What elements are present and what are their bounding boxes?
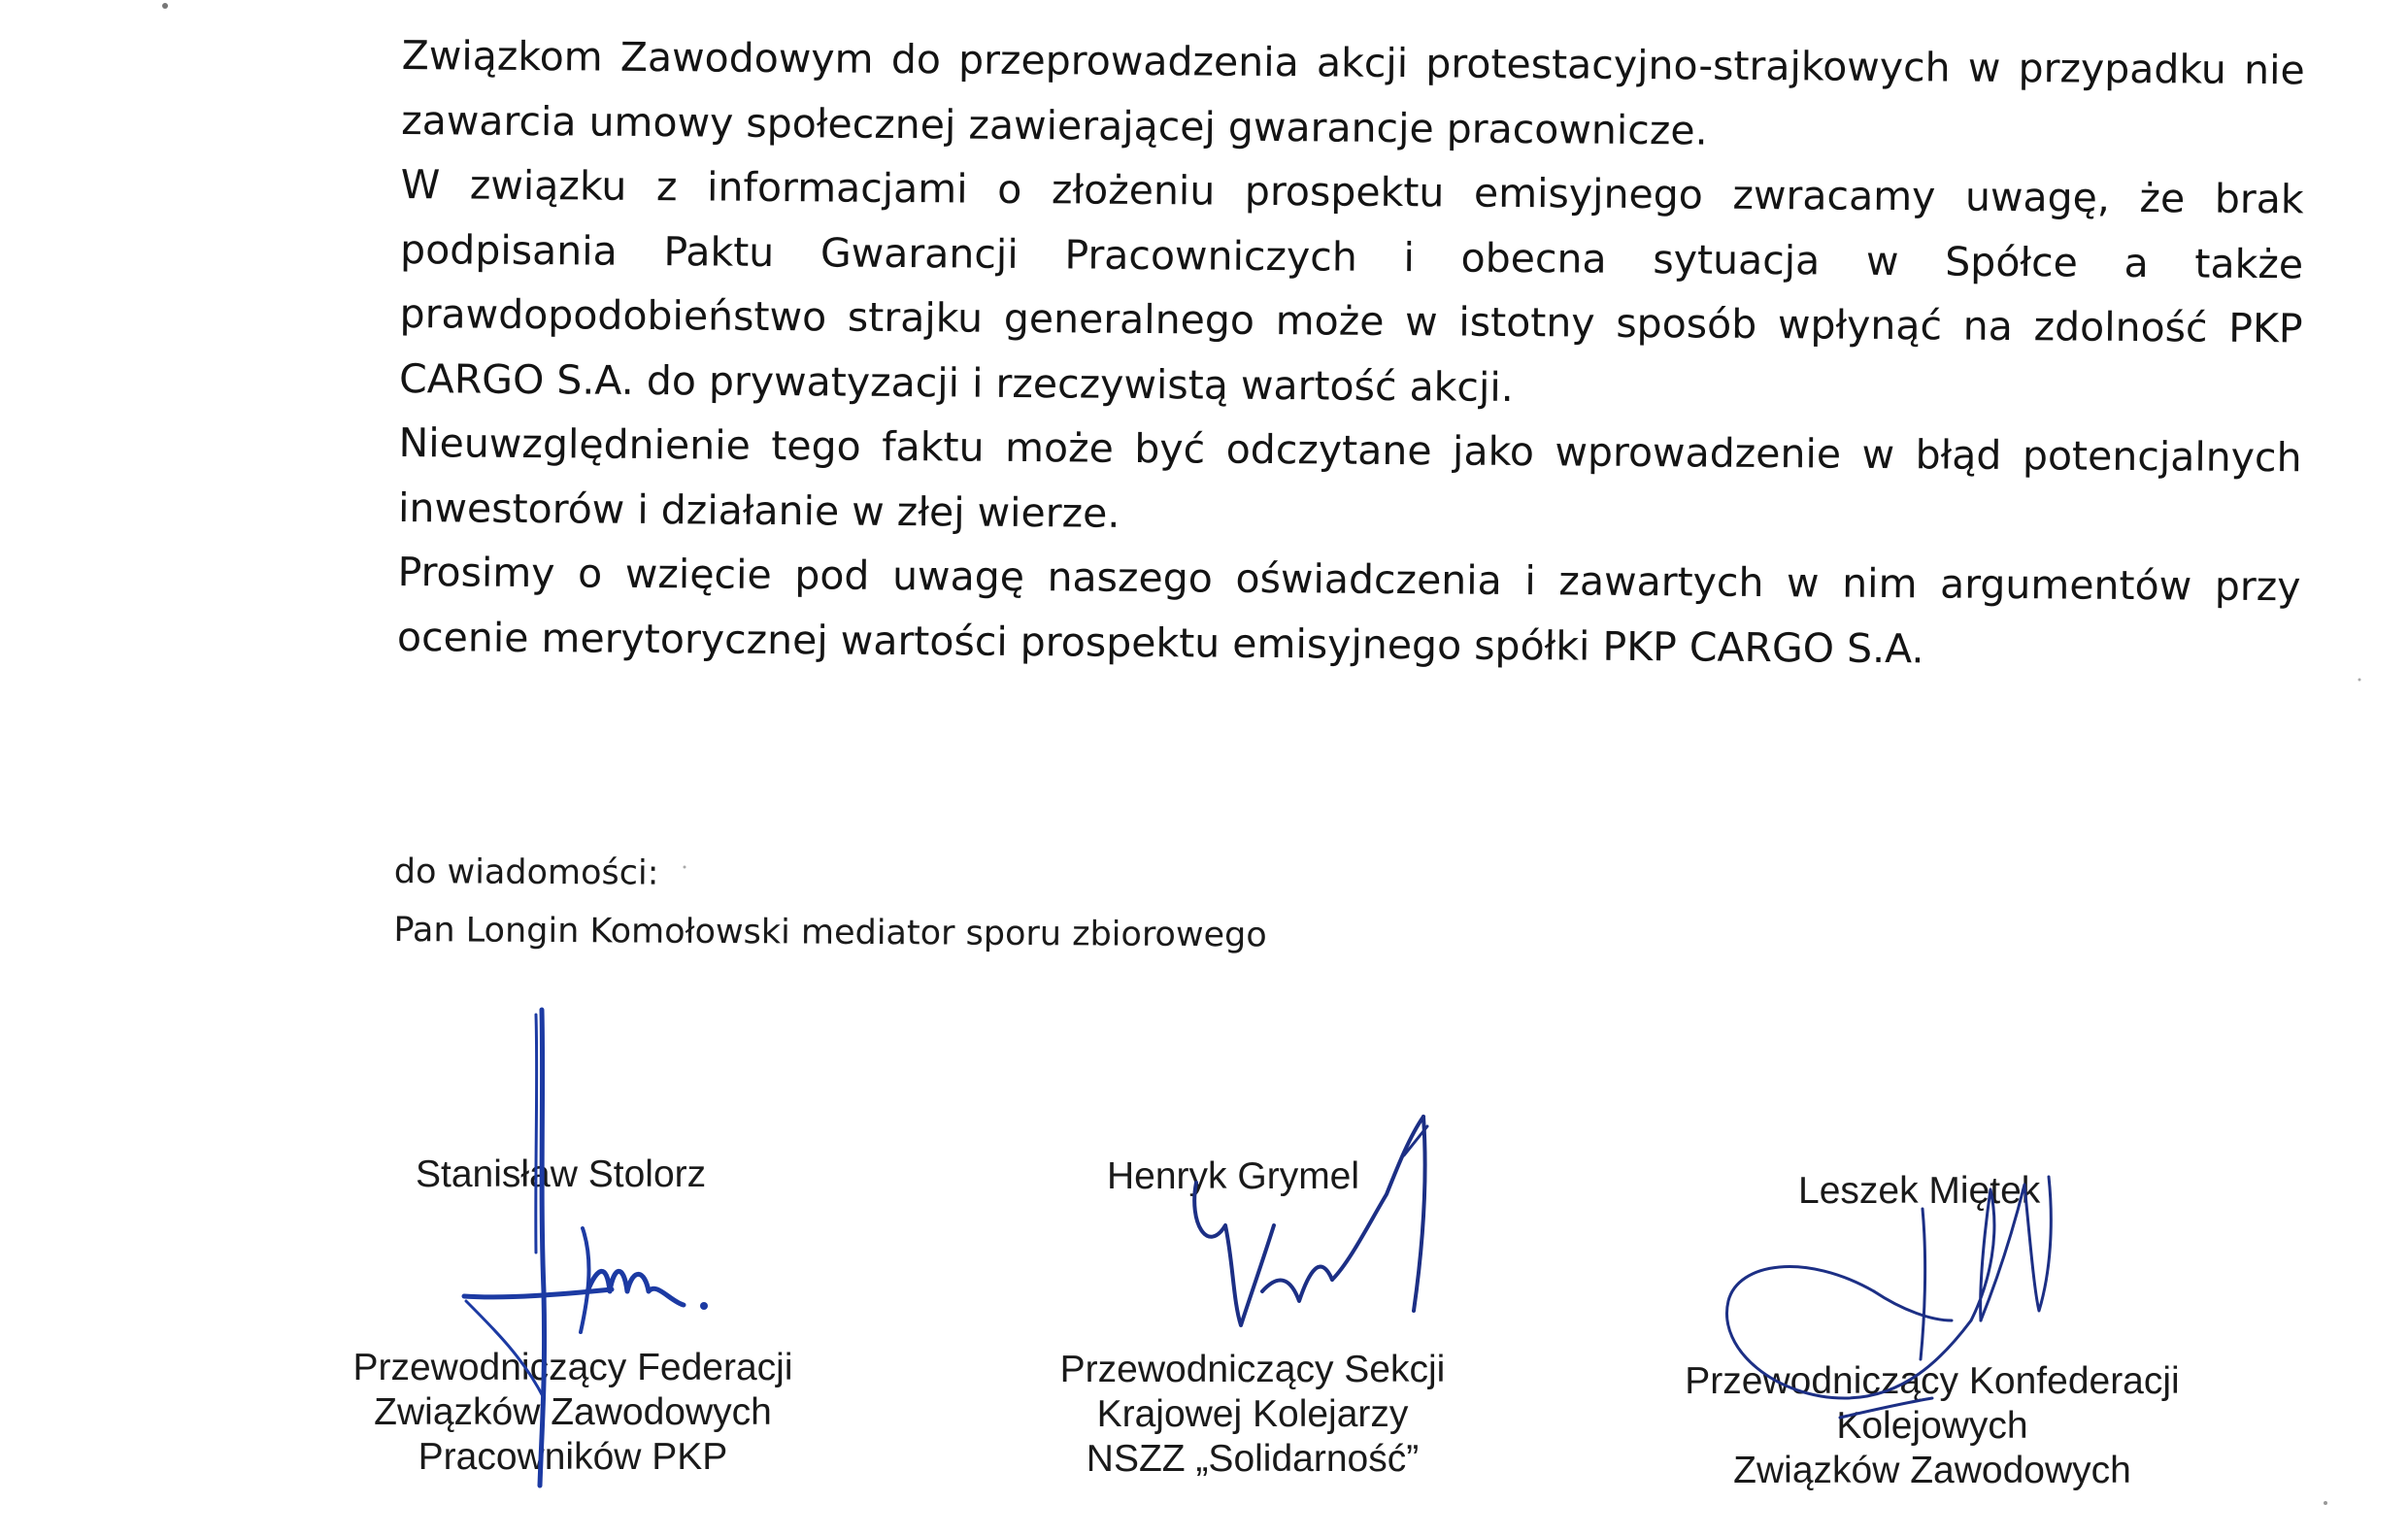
cc-block xyxy=(393,843,1267,964)
signatory-1-title-line-1: Przewodniczący Federacji xyxy=(352,1347,793,1388)
signatory-3-name: Leszek Miętek xyxy=(1798,1170,2041,1212)
letter-body xyxy=(397,23,2305,684)
signatory-1-title-line-2: Związków Zawodowych xyxy=(374,1391,772,1433)
paragraph-3: Nieuwzględnienie tego faktu może być odczytane jako wprowadzenie w błąd potencjalnych inwestorów i działanie w złej wierze. xyxy=(397,418,2302,537)
signatory-1-name: Stanisław Stolorz xyxy=(416,1153,707,1195)
signatory-3-title-line-1: Przewodniczący Konfederacji xyxy=(1685,1360,2180,1402)
signature-grymel xyxy=(1194,1117,1427,1325)
signatory-2-title-line-1: Przewodniczący Sekcji xyxy=(1059,1349,1446,1390)
cc-recipient: Pan Longin Komołowski mediator sporu zbiorowego xyxy=(393,910,1267,955)
signatory-2-title-line-3: NSZZ „Solidarność” xyxy=(1086,1438,1420,1480)
signatory-1-title-line-3: Pracowników PKP xyxy=(418,1436,728,1478)
signatory-2-title xyxy=(1010,1348,1495,1482)
signatory-2-title-line-2: Krajowej Kolejarzy xyxy=(1096,1393,1409,1435)
signatory-1-title xyxy=(330,1346,816,1480)
signatory-3-title xyxy=(1641,1359,2224,1493)
signatory-2-name: Henryk Grymel xyxy=(1107,1155,1360,1197)
paragraph-4: Prosimy o wzięcie pod uwagę naszego oświadczenia i zawartych w nim argumentów przy ocenie merytorycznej wartości prospektu emisyjnego spółki PKP CARGO S.A. xyxy=(396,548,2301,672)
signatory-3-title-line-2: Kolejowych xyxy=(1836,1405,2028,1447)
cc-label: do wiadomości: xyxy=(393,852,659,893)
paragraph-2: W związku z informacjami o złożeniu prospektu emisyjnego zwracamy uwagę, że brak podpisania Paktu Gwarancji Pracowniczych i obecna sytuacja w Spółce a także prawdopodobieństwo strajku generalnego może w istotny sposób wpłynąć na zdolność PKP CARGO S.A. do prywatyzacji i rzeczywistą wartość akcji. xyxy=(398,160,2304,411)
paragraph-1: Związkom Zawodowym do przeprowadzenia akcji protestacyjno-strajkowych w przypadku nie zawarcia umowy społecznej zawierającej gwarancje pracownicze. xyxy=(401,31,2305,154)
signatory-3-title-line-3: Związków Zawodowych xyxy=(1733,1450,2131,1491)
